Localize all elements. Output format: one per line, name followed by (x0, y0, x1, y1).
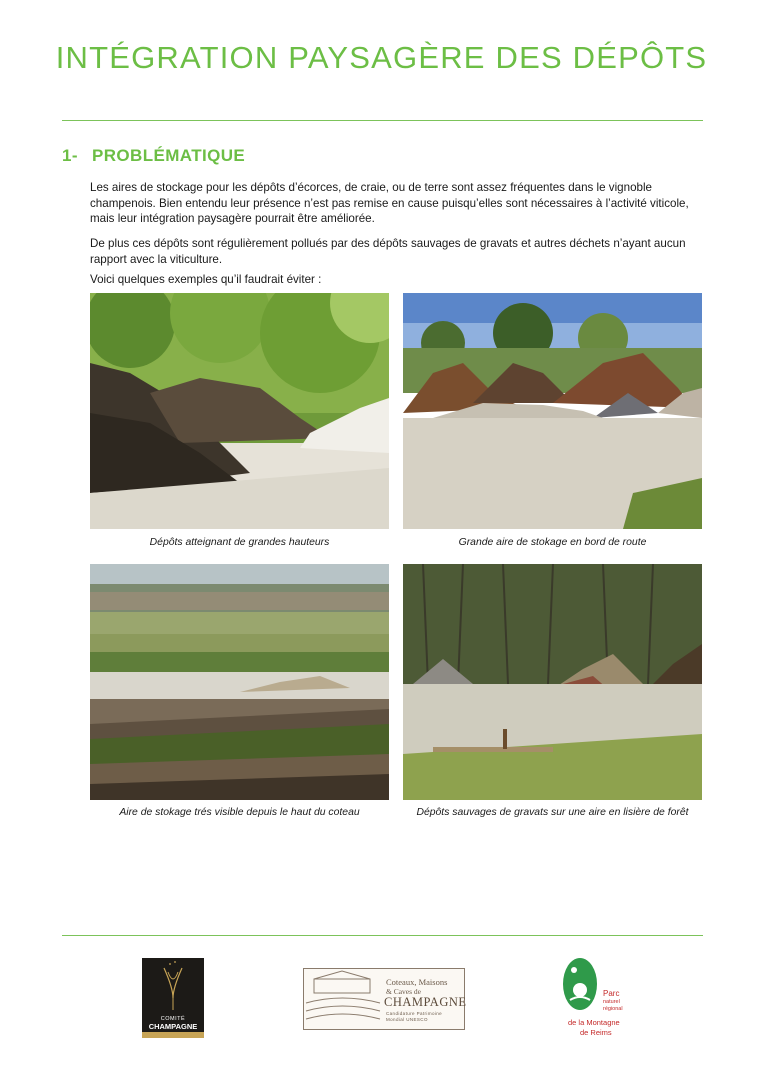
coteaux-line-1: Coteaux, Maisons (386, 977, 448, 987)
parc-line-2: naturel (603, 999, 620, 1005)
comite-label: COMITÉ (160, 1016, 186, 1022)
photo-hillside-view (90, 564, 389, 800)
photo-forest-edge (403, 564, 702, 800)
photo-high-deposits (90, 293, 389, 529)
caption-photo-4: Dépôts sauvages de gravats sur une aire en lisière de forêt (416, 807, 689, 818)
paragraph-intro: Les aires de stockage pour les dépôts d’écorces, de craie, ou de terre sont assez fréquentes dans le vignoble champenois. Bien entendu leur présence n’est pas remise en cause puisqu’elles sont nécessaires à l’activité viticole, mais leur intégration paysagère pourrait être améliorée. (90, 181, 689, 225)
champagne-label: CHAMPAGNE (148, 1022, 198, 1031)
parc-line-5: de Reims (580, 1028, 612, 1037)
landscape-sketch-icon (304, 969, 382, 1027)
caption-photo-1: Dépôts atteignant de grandes hauteurs (149, 537, 330, 548)
parc-line-4: de la Montagne (568, 1018, 620, 1027)
parc-line-1: Parc (603, 989, 620, 998)
champagne-glass-icon (142, 958, 204, 1014)
coteaux-maisons-caves-logo (303, 968, 465, 1030)
page-title: INTÉGRATION PAYSAGÈRE DES DÉPÔTS (55, 40, 708, 75)
bottom-divider (62, 935, 703, 936)
parc-line-3: régional (603, 1006, 623, 1012)
caption-photo-3: Aire de stokage trés visible depuis le haut du coteau (119, 807, 360, 818)
section-title: PROBLÉMATIQUE (92, 146, 246, 165)
section-heading (62, 146, 245, 166)
coteaux-line-3: CHAMPAGNE (384, 995, 467, 1009)
paragraph-pollution: De plus ces dépôts sont régulièrement pollués par des dépôts sauvages de gravats et autres déchets n’ayant aucun rapport avec la viticulture. (90, 237, 686, 266)
coteaux-line-5: Mondial UNESCO (386, 1017, 428, 1022)
parc-naturel-logo (560, 956, 630, 1040)
caption-photo-2: Grande aire de stokage en bord de route (458, 537, 647, 548)
comite-champagne-logo (142, 958, 204, 1038)
coteaux-line-2: & Caves de (386, 987, 421, 996)
section-number: 1- (62, 146, 78, 165)
parc-emblem-icon (560, 956, 602, 1016)
top-divider (62, 120, 703, 121)
gold-band (142, 1032, 204, 1038)
photo-storage-roadside (403, 293, 702, 529)
coteaux-line-4: Candidature Patrimoine (386, 1011, 443, 1016)
paragraph-examples: Voici quelques exemples qu’il faudrait éviter : (90, 273, 322, 286)
